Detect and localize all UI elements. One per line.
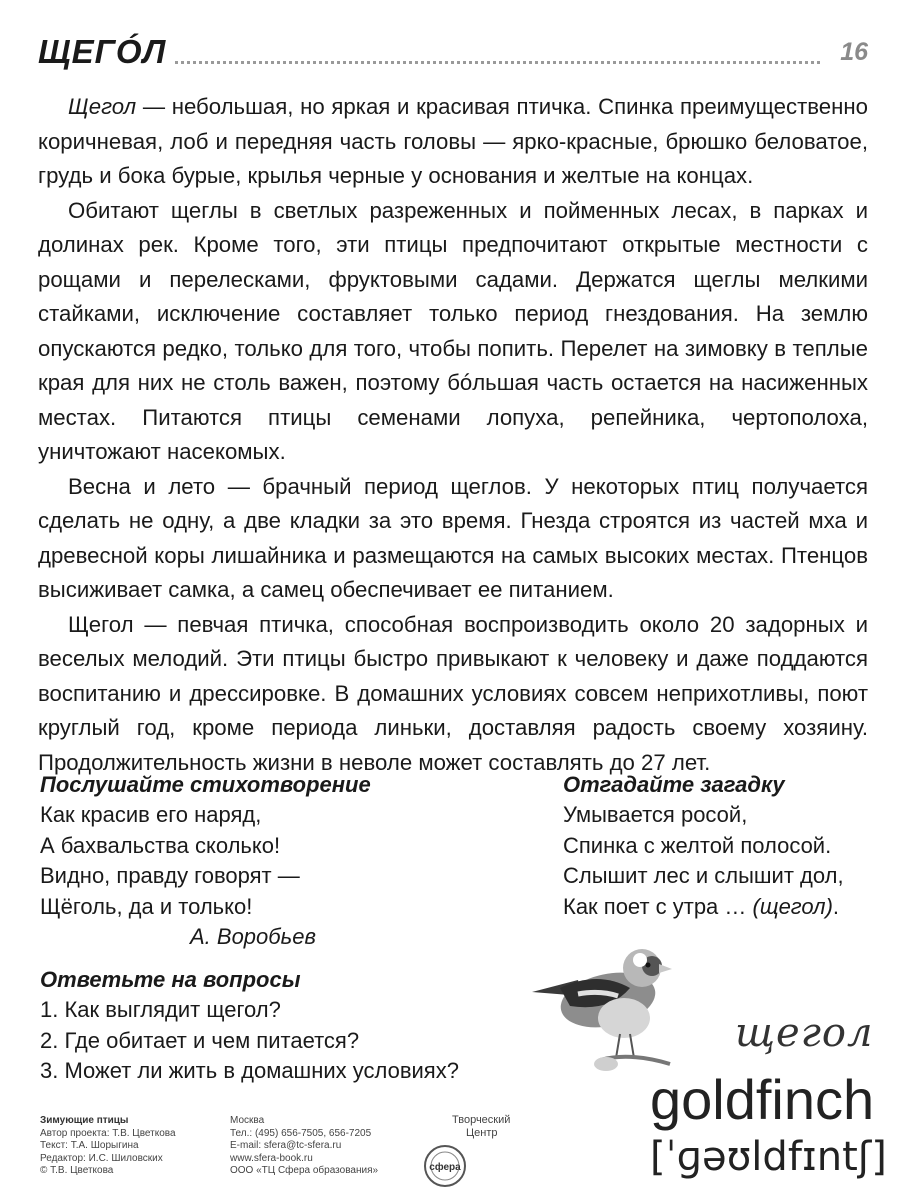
poem-block [40,770,510,953]
footer-line: ООО «ТЦ Сфера образования» [230,1165,379,1176]
paragraph-1-lead: Щегол [68,94,137,119]
transcription: [ˈɡəʊldfɪntʃ] [650,1134,887,1180]
english-word: goldfinch [650,1068,875,1131]
footer-line: E-mail: sfera@tc-sfera.ru [230,1140,342,1151]
question-item: 3. Может ли жить в домашних условиях? [40,1058,459,1083]
poem-line: Видно, правду говорят — [40,863,300,888]
riddle-line: Слышит лес и слышит дол, [563,863,844,888]
footer-contacts [230,1115,378,1178]
footer-line: Редактор: И.С. Шиловских [40,1152,163,1164]
poem-line: Как красив его наряд, [40,802,262,827]
page-title: ЩЕГÓЛ [38,30,174,74]
footer-line: Автор проекта: Т.В. Цветкова [40,1127,176,1139]
footer-line: © Т.В. Цветкова [40,1165,114,1176]
footer-line: Москва [230,1115,265,1126]
publisher-logo-icon [417,1112,517,1192]
footer-line: www.sfera-book.ru [230,1152,313,1164]
footer-credits [40,1115,176,1178]
goldfinch-illustration [520,930,680,1080]
poem-line: Щёголь, да и только! [40,893,253,919]
poem-line: А бахвальства сколько! [40,832,281,858]
riddle-title: Отгадайте загадку [563,772,785,797]
paragraph-3: Весна и лето — брачный период щеглов. У некоторых птиц получается сделать не одну, а две кладки за это время. Гнезда строятся из частей мха и древесной коры лишайника и размещаются на самых высоких местах. Птенцов высиживает самка, а самец обеспечивает ее питанием. [38,473,868,602]
logo-line: Центр [466,1127,498,1139]
poem-author: А. Воробьев [190,924,316,949]
logo-word: сфера [429,1162,461,1173]
questions-block [40,965,520,1087]
page-number: 16 [834,30,868,74]
paragraph-1-rest: — небольшая, но яркая и красивая птичка. Спинка преимущественно коричневая, лоб и передняя часть головы — ярко-красные, брюшко беловатое, грудь и бока бурые, крылья черные у основания и желтые на концах. [38,94,868,188]
logo-line: Творческий [452,1114,511,1126]
dotted-leader [168,61,820,64]
riddle-block [563,770,883,922]
poem-title: Послушайте стихотворение [40,772,371,797]
page-header [38,30,868,74]
riddle-answer: (щегол) [752,893,833,919]
riddle-line-last [563,892,883,923]
paragraph-4: Щегол — певчая птичка, способная воспроизводить около 20 задорных и веселых мелодий. Эти птицы быстро привыкают к человеку и даже поддаются воспитанию и дрессировке. В домашних условиях совсем неприхотливы, поют круглый год, кроме периода линьки, доставляя радость своему хозяину. Продолжительность жизни в неволе может составлять до 27 лет. [38,611,868,775]
questions-title: Ответьте на вопросы [40,967,301,992]
riddle-line: Умывается росой, [563,802,748,827]
question-item: 2. Где обитает и чем питается? [40,1027,360,1053]
article-text [38,90,868,780]
footer-line: Тел.: (495) 656-7505, 656-7205 [230,1127,372,1139]
riddle-last-text: Как поет с утра … [563,893,753,919]
riddle-end: . [832,893,840,919]
paragraph-2: Обитают щеглы в светлых разреженных и пойменных лесах, в парках и долинах рек. Кроме того, эти птицы предпочитают открытые местности с рощами и перелесками, фруктовыми садами. Держатся щеглы мелкими стайками, исключение составляет только период гнездования. На землю опускаются редко, только для того, чтобы попить. Перелет на зимовку в теплые края для них не столь важен, поэтому бóльшая часть остается на насиженных местах. Питаются птицы семенами лопуха, репейника, чертополоха, уничтожают насекомых. [38,197,868,464]
paragraph-1 [38,90,868,194]
footer-line: Текст: Т.А. Шорыгина [40,1140,139,1151]
script-word: щегол [735,1010,874,1056]
footer-series: Зимующие птицы [40,1115,129,1126]
riddle-line: Спинка с желтой полосой. [563,832,832,858]
question-item: 1. Как выглядит щегол? [40,997,281,1022]
